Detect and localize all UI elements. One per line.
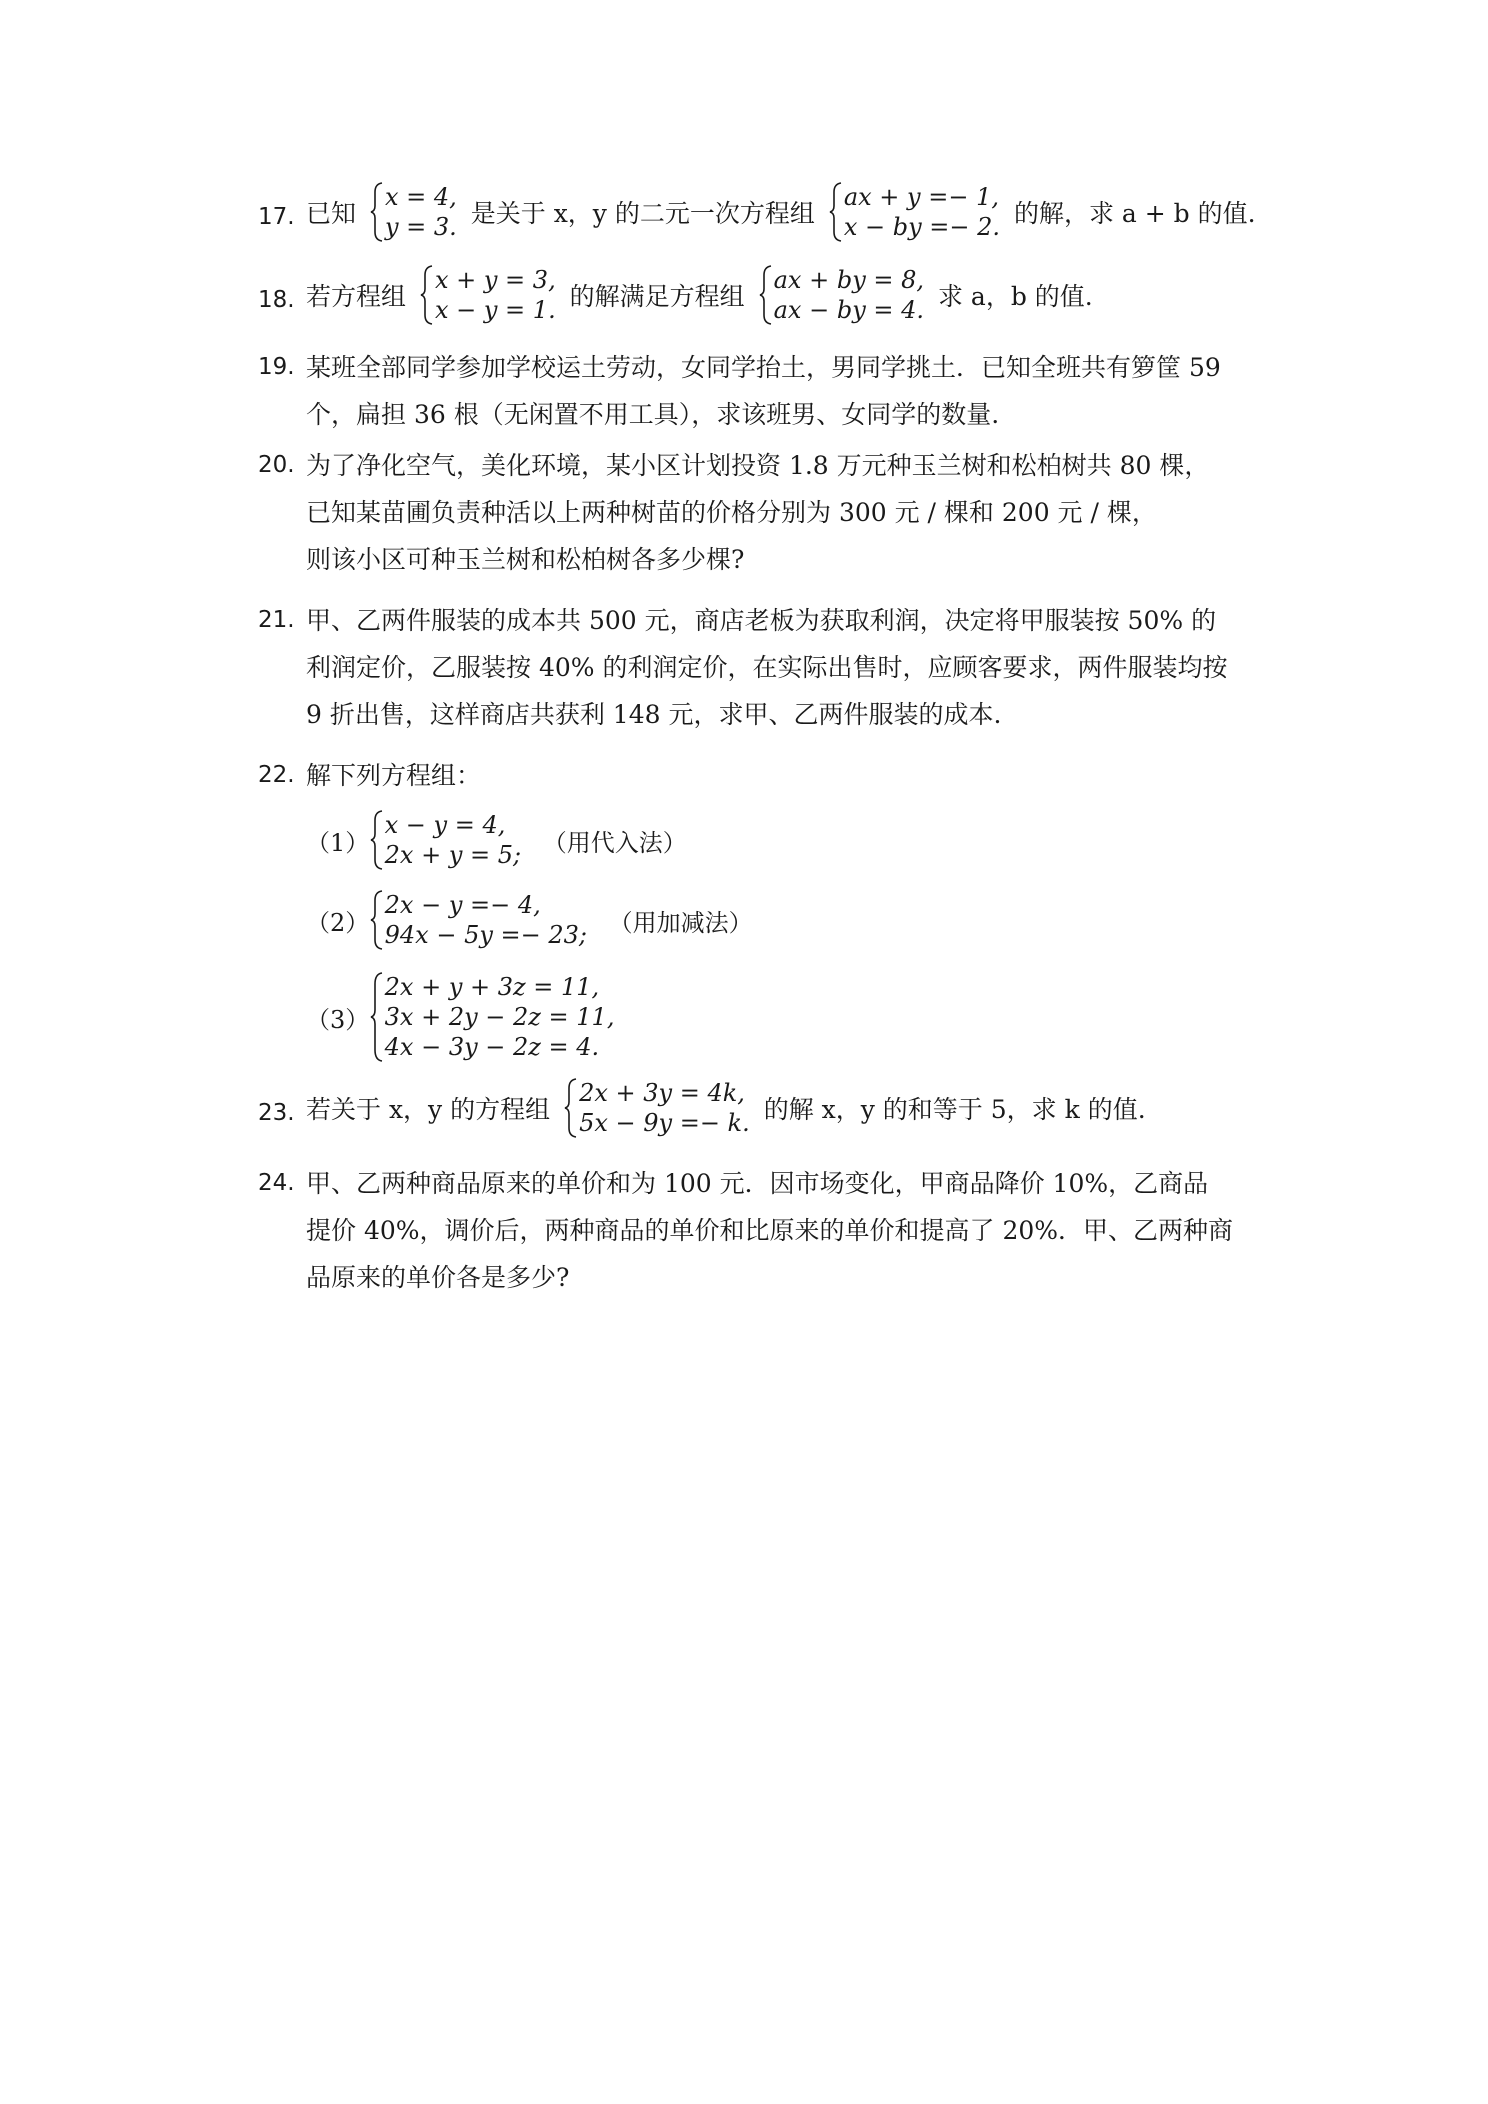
question-number: 23.	[258, 1100, 295, 1126]
equation: x + y = 3,	[434, 266, 556, 294]
equation-system	[370, 810, 521, 870]
question-22	[258, 752, 1268, 1072]
equation: x − y = 4,	[384, 811, 506, 839]
question-line: 个，扁担 36 根（无闲置不用工具），求该班男、女同学的数量.	[306, 400, 1000, 429]
question-text: 的解，求 a + b 的值.	[1013, 199, 1256, 228]
equation: 2x + y + 3z = 11,	[384, 973, 600, 1001]
sub-label: （2）	[306, 908, 370, 937]
equation: 94x − 5y =− 23;	[384, 921, 588, 949]
equation: ax + by = 8,	[773, 266, 925, 294]
question-text: 已知	[306, 199, 357, 228]
question-line: 提价 40%，调价后，两种商品的单价和比原来的单价和提高了 20%．甲、乙两种商	[306, 1216, 1234, 1245]
sub-question-3	[306, 972, 620, 1062]
equation: 2x − y =− 4,	[384, 891, 541, 919]
equation-system	[370, 972, 615, 1062]
equation-system	[370, 890, 587, 950]
question-number: 22.	[258, 762, 295, 788]
equation: 2x + 3y = 4k,	[579, 1079, 745, 1107]
question-line: 利润定价，乙服装按 40% 的利润定价，在实际出售时，应顾客要求，两件服装均按	[306, 653, 1228, 682]
question-text: 若关于 x，y 的方程组	[306, 1095, 551, 1124]
brace-icon	[370, 890, 384, 950]
question-line: 品原来的单价各是多少?	[306, 1263, 570, 1292]
brace-icon	[829, 182, 843, 242]
question-title: 解下列方程组：	[306, 761, 482, 790]
sub-label: （3）	[306, 1005, 370, 1034]
question-line: 某班全部同学参加学校运土劳动，女同学抬土，男同学挑土．已知全班共有箩筐 59	[306, 353, 1221, 382]
equation: ax − by = 4.	[773, 296, 925, 324]
question-line: 甲、乙两件服装的成本共 500 元，商店老板为获取利润，决定将甲服装按 50% 的	[306, 606, 1217, 635]
question-number: 20.	[258, 452, 295, 478]
brace-icon	[420, 265, 434, 325]
equation: 4x − 3y − 2z = 4.	[384, 1033, 600, 1061]
equation: x = 4,	[384, 183, 457, 211]
question-line: 为了净化空气，美化环境，某小区计划投资 1.8 万元种玉兰树和松柏树共 80 棵，	[306, 451, 1210, 480]
method-note: （用加减法）	[608, 908, 753, 937]
brace-icon	[370, 182, 384, 242]
brace-icon	[564, 1078, 578, 1138]
question-23	[258, 1078, 1268, 1148]
question-text: 的解 x，y 的和等于 5，求 k 的值.	[763, 1095, 1146, 1124]
question-17	[258, 182, 1268, 252]
question-number: 17.	[258, 204, 295, 230]
question-line: 已知某苗圃负责种活以上两种树苗的价格分别为 300 元 / 棵和 200 元 / 棵，	[306, 498, 1157, 527]
question-text: 是关于 x，y 的二元一次方程组	[470, 199, 815, 228]
sub-label: （1）	[306, 828, 370, 857]
equation-system	[370, 182, 457, 242]
equation: 3x + 2y − 2z = 11,	[384, 1003, 615, 1031]
equation: x − by =− 2.	[843, 213, 1001, 241]
question-line: 甲、乙两种商品原来的单价和为 100 元．因市场变化，甲商品降价 10%，乙商品	[306, 1169, 1209, 1198]
sub-question-1	[306, 810, 687, 870]
equation: x − y = 1.	[434, 296, 556, 324]
equation: 2x + y = 5;	[384, 841, 522, 869]
question-line: 则该小区可种玉兰树和松柏树各多少棵?	[306, 545, 745, 574]
brace-icon	[759, 265, 773, 325]
equation: y = 3.	[384, 213, 457, 241]
equation-system	[420, 265, 556, 325]
brace-icon	[370, 972, 384, 1062]
question-number: 21.	[258, 607, 295, 633]
question-number: 19.	[258, 354, 295, 380]
question-text: 的解满足方程组	[569, 282, 745, 311]
equation-system	[759, 265, 924, 325]
question-18	[258, 265, 1268, 335]
equation-system	[829, 182, 1000, 242]
equation: 5x − 9y =− k.	[579, 1109, 750, 1137]
sub-question-2	[306, 890, 753, 950]
method-note: （用代入法）	[542, 828, 687, 857]
question-number: 24.	[258, 1170, 295, 1196]
question-line: 9 折出售，这样商店共获利 148 元，求甲、乙两件服装的成本.	[306, 700, 1002, 729]
equation-system	[564, 1078, 750, 1138]
question-number: 18.	[258, 287, 295, 313]
question-text: 求 a，b 的值.	[937, 282, 1093, 311]
question-text: 若方程组	[306, 282, 407, 311]
equation: ax + y =− 1,	[843, 183, 999, 211]
brace-icon	[370, 810, 384, 870]
